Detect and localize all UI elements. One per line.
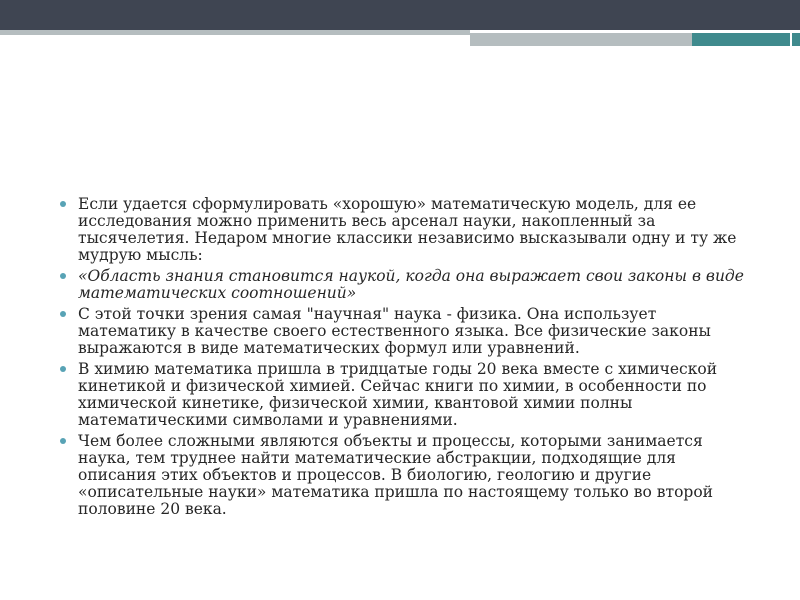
bullet-dot-icon — [60, 273, 66, 279]
accent-stripe-mid — [470, 33, 692, 46]
header-band — [0, 0, 800, 30]
bullet-list — [66, 196, 746, 518]
bullet-dot-icon — [60, 366, 66, 372]
bullet-item — [66, 433, 746, 518]
bullet-text: Чем более сложными являются объекты и процессы, которыми занимается наука, тем труднее найти математические абстракции, подходящие для описания этих объектов и процессов. В биологию, геологию и другие «описательные науки» математика пришла по настоящему только во второй половине 20 века. — [78, 432, 713, 518]
bullet-text: С этой точки зрения самая "научная" наука ‑ физика. Она использует математику в качестве своего естественного языка. Все физические законы выражаются в виде математических формул или уравнений. — [78, 305, 711, 357]
accent-divider — [790, 30, 792, 46]
bullet-text: В химию математика пришла в тридцатые годы 20 века вместе с химической кинетикой и физической химией. Сейчас книги по химии, в особенности по химической кинетике, физической химии, квантовой химии полны математическими символами и уравнениями. — [78, 360, 718, 429]
bullet-item — [66, 361, 746, 429]
accent-stripe-left — [0, 30, 470, 35]
slide-body — [66, 196, 746, 522]
bullet-dot-icon — [60, 438, 66, 444]
bullet-item-quote — [66, 268, 746, 302]
bullet-dot-icon — [60, 311, 66, 317]
bullet-item — [66, 306, 746, 357]
bullet-item — [66, 196, 746, 264]
bullet-text: Если удается сформулировать «хорошую» математическую модель, для ее исследования можно применить весь арсенал науки, накопленный за тысячелетия. Недаром многие классики независимо высказывали одну и ту же мудрую мысль: — [78, 195, 737, 264]
accent-stripe-teal — [692, 33, 800, 46]
bullet-text: «Область знания становится наукой, когда она выражает свои законы в виде математических соотношений» — [78, 267, 744, 302]
bullet-dot-icon — [60, 201, 66, 207]
